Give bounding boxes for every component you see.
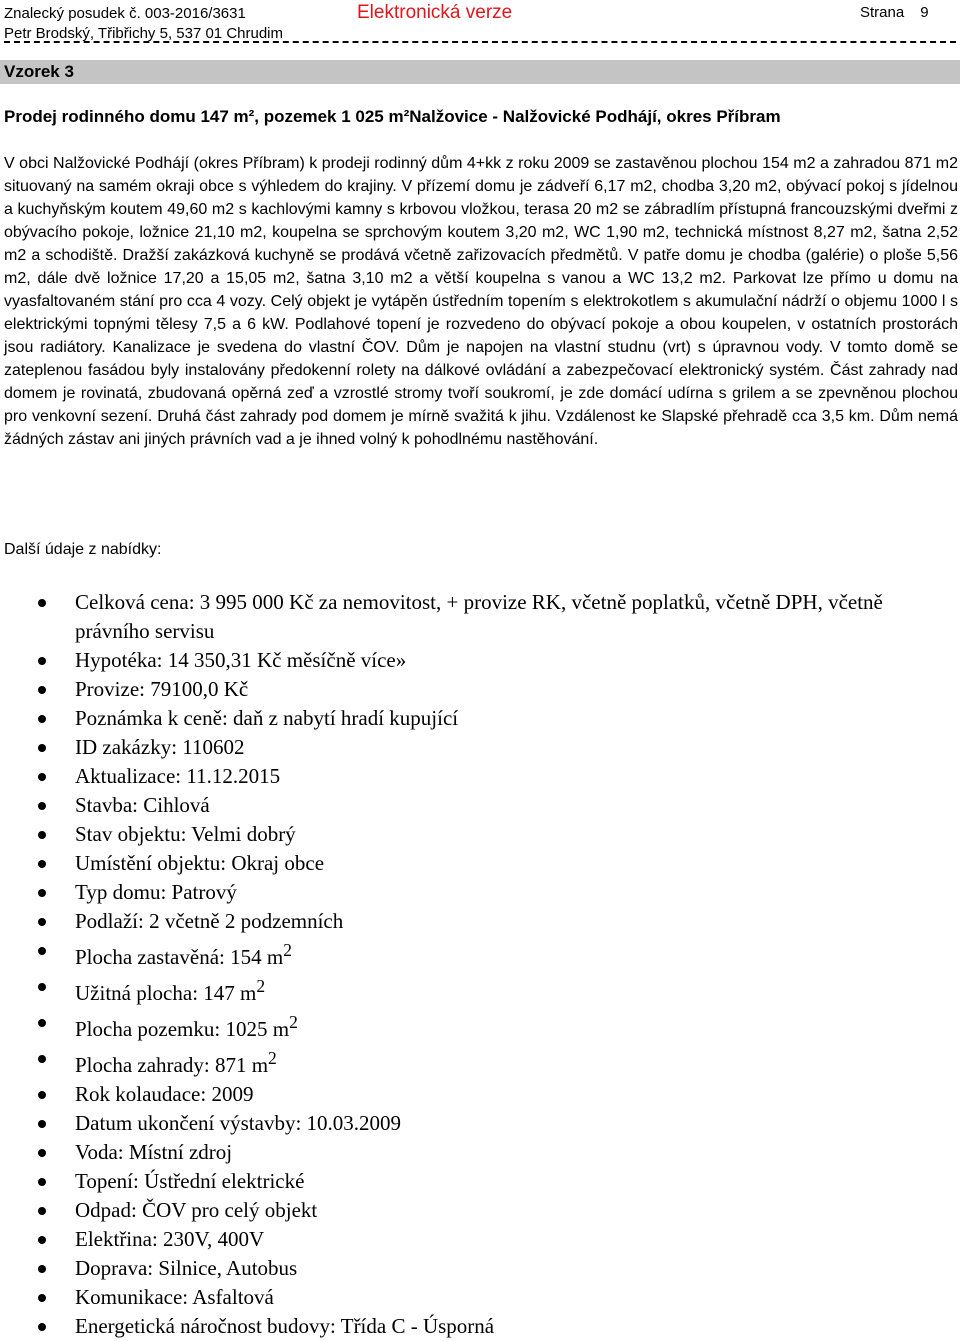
bullet-icon [38, 1294, 46, 1302]
detail-text: Podlaží: 2 včetně 2 podzemních [75, 909, 344, 933]
list-item [0, 1109, 940, 1138]
list-item [0, 1008, 940, 1044]
bullet-icon [38, 860, 46, 868]
bullet-icon [38, 773, 46, 781]
page-indicator [860, 4, 929, 21]
detail-text: Komunikace: Asfaltová [75, 1285, 274, 1309]
list-item [0, 675, 940, 704]
list-item [0, 762, 940, 791]
section-title-bar [0, 60, 960, 84]
detail-text: Voda: Místní zdroj [75, 1140, 233, 1164]
detail-text: Hypotéka: 14 350,31 Kč měsíčně více» [75, 648, 407, 672]
bullet-icon [38, 1323, 46, 1331]
detail-text: Užitná plocha: 147 m [75, 981, 257, 1005]
bullet-icon [38, 1149, 46, 1157]
detail-text: Topení: Ústřední elektrické [75, 1169, 305, 1193]
bullet-icon [38, 1055, 46, 1063]
document-reference: Znalecký posudek č. 003-2016/3631 [4, 5, 246, 22]
detail-text: Umístění objektu: Okraj obce [75, 851, 325, 875]
list-item [0, 936, 940, 972]
bullet-icon [38, 918, 46, 926]
list-item [0, 1225, 940, 1254]
list-item [0, 1254, 940, 1283]
detail-text: Aktualizace: 11.12.2015 [75, 764, 281, 788]
listing-headline: Prodej rodinného domu 147 m², pozemek 1 025 m²Nalžovice - Nalžovické Podhájí, okres Příbram [4, 107, 781, 126]
bullet-icon [38, 1019, 46, 1027]
list-item [0, 1138, 940, 1167]
bullet-icon [38, 744, 46, 752]
list-item [0, 588, 940, 646]
detail-text: Odpad: ČOV pro celý objekt [75, 1198, 318, 1222]
detail-text: Provize: 79100,0 Kč [75, 677, 249, 701]
list-item [0, 1167, 940, 1196]
bullet-icon [38, 599, 46, 607]
bullet-icon [38, 1265, 46, 1273]
detail-text: Doprava: Silnice, Autobus [75, 1256, 298, 1280]
section-title: Vzorek 3 [4, 62, 74, 81]
list-item [0, 878, 940, 907]
bullet-icon [38, 715, 46, 723]
bullet-icon [38, 1091, 46, 1099]
bullet-icon [38, 686, 46, 694]
page-number: 9 [920, 4, 929, 21]
bullet-icon [38, 657, 46, 665]
version-label: Elektronická verze [357, 2, 513, 23]
detail-text: Stavba: Cihlová [75, 793, 210, 817]
header-divider [4, 41, 956, 43]
list-item [0, 972, 940, 1008]
bullet-icon [38, 1178, 46, 1186]
list-item [0, 733, 940, 762]
detail-text: Rok kolaudace: 2009 [75, 1082, 254, 1106]
bullet-icon [38, 983, 46, 991]
author-address: Petr Brodský, Třibřichy 5, 537 01 Chrudim [4, 25, 284, 42]
list-item [0, 907, 940, 936]
detail-text: Plocha pozemku: 1025 m [75, 1017, 290, 1041]
detail-text: Plocha zastavěná: 154 m [75, 945, 284, 969]
bullet-icon [38, 1120, 46, 1128]
details-list [0, 588, 940, 1341]
page-header-left [4, 4, 283, 44]
superscript: 2 [256, 976, 266, 996]
superscript: 2 [283, 940, 292, 960]
detail-text: ID zakázky: 110602 [75, 735, 245, 759]
bullet-icon [38, 947, 46, 955]
detail-text: Stav objektu: Velmi dobrý [75, 822, 296, 846]
details-heading: Další údaje z nabídky: [4, 541, 162, 558]
bullet-icon [38, 1207, 46, 1215]
detail-text: Energetická náročnost budovy: Třída C - Úsporná [75, 1314, 495, 1338]
list-item [0, 791, 940, 820]
detail-text: Datum ukončení výstavby: 10.03.2009 [75, 1111, 402, 1135]
list-item [0, 1283, 940, 1312]
bullet-icon [38, 802, 46, 810]
list-item [0, 1312, 940, 1341]
page-label: Strana [860, 4, 905, 21]
superscript: 2 [268, 1048, 277, 1068]
list-item [0, 849, 940, 878]
list-item [0, 646, 940, 675]
list-item [0, 704, 940, 733]
bullet-icon [38, 889, 46, 897]
detail-text: Celková cena: 3 995 000 Kč za nemovitost, + provize RK, včetně poplatků, včetně DPH, včetně právního servisu [75, 590, 883, 643]
detail-text: Plocha zahrady: 871 m [75, 1053, 269, 1077]
list-item [0, 1080, 940, 1109]
bullet-icon [38, 1236, 46, 1244]
list-item [0, 820, 940, 849]
list-item [0, 1196, 940, 1225]
superscript: 2 [289, 1012, 298, 1032]
list-item [0, 1044, 940, 1080]
listing-description: V obci Nalžovické Podhájí (okres Příbram) k prodeji rodinný dům 4+kk z roku 2009 se zastavěnou plochou 154 m2 a zahradou 871 m2 situovaný na samém okraji obce s výhledem do krajiny. V přízemí domu je zádveří 6,17 m2, chodba 3,20 m2, obývací pokoj s jídelnou a kuchyňským koutem 49,60 m2 s kachlovými kamny s krbovou vložkou, terasa 20 m2 se zábradlím přístupná francouzskými dveřmi z obývacího pokoje, ložnice 21,10 m2, koupelna se sprchovým koutem 3,20 m2, WC 1,90 m2, technická místnost 8,27 m2, šatna 2,52 m2 a schodiště. Dražší zakázková kuchyně se prodává včetně zařizovacích předmětů. V patře domu je chodba (galérie) o ploše 5,56 m2, dále dvě ložnice 17,20 a 15,05 m2, šatna 3,10 m2 a větší koupelna s vanou a WC 13,2 m2. Parkovat lze přímo u domu na vyasfaltovaném stání pro cca 4 vozy. Celý objekt je vytápěn ústředním topením s elektrokotlem s akumulační nádrží o objemu 1000 l s elektrickými topnými tělesy 7,5 a 6 kW. Podlahové topení je rozvedeno do obývací pokoje a obou koupelen, v ostatních prostorách jsou radiátory. Kanalizace je svedena do vlastní ČOV. Dům je napojen na vlastní studnu (vrt) s úpravnou vody. V tomto domě se zateplenou fasádou byly instalovány předokenní rolety na dálkové ovládání a zabezpečovací elektronický systém. Část zahrady nad domem je rovinatá, zbudovaná opěrná zeď a vzrostlé stromy tvoří soukromí, je zde domácí udírna s grilem a se zpevněnou plochou pro venkovní sezení. Druhá část zahrady pod domem je mírně svažitá k jihu. Vzdálenost ke Slapské přehradě cca 3,5 km. Dům nemá žádných zástav ani jiných právních vad a je ihned volný k pohodlnému nastěhování. [4, 155, 958, 448]
detail-text: Poznámka k ceně: daň z nabytí hradí kupující [75, 706, 459, 730]
detail-text: Typ domu: Patrový [75, 880, 237, 904]
detail-text: Elektřina: 230V, 400V [75, 1227, 265, 1251]
bullet-icon [38, 831, 46, 839]
